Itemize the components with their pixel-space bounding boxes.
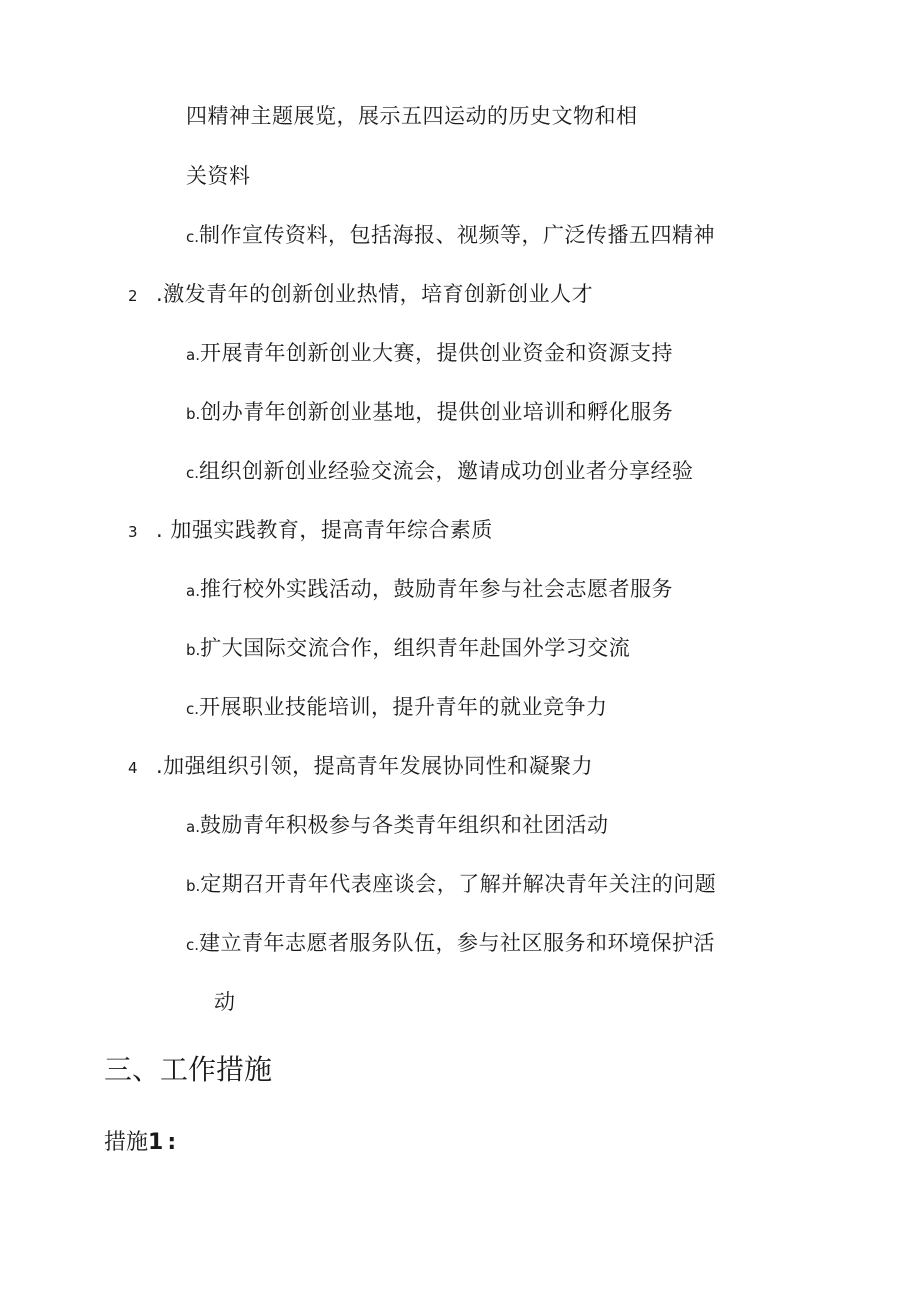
list-marker: c.	[186, 936, 200, 954]
section-heading: 三、工作措施	[104, 1054, 273, 1085]
item-number: 3	[128, 523, 139, 541]
list-item	[186, 693, 608, 723]
item-text: .加强组织引领，提高青年发展协同性和凝聚力	[156, 754, 594, 778]
list-marker: a.	[186, 582, 200, 600]
list-item	[186, 929, 715, 959]
list-text: 定期召开青年代表座谈会，了解并解决青年关注的问题	[200, 872, 717, 896]
list-text: 建立青年志愿者服务队伍，参与社区服务和环境保护活	[199, 931, 716, 955]
list-text: 开展青年创新创业大赛，提供创业资金和资源支持	[199, 341, 673, 365]
measure-label-text: 措施	[104, 1130, 149, 1155]
list-text: 开展职业技能培训，提升青年的就业竞争力	[199, 695, 608, 719]
list-item	[186, 221, 715, 251]
list-item	[186, 575, 673, 605]
list-marker: a.	[186, 346, 200, 364]
numbered-item	[128, 516, 493, 546]
list-item	[186, 870, 716, 900]
list-text: 关资料	[186, 164, 251, 188]
item-text: .激发青年的创新创业热情，培育创新创业人才	[156, 282, 594, 306]
measure-colon: :	[167, 1130, 177, 1155]
list-text: 制作宣传资料，包括海报、视频等，广泛传播五四精神	[199, 223, 716, 247]
list-text: 创办青年创新创业基地，提供创业培训和孵化服务	[200, 400, 674, 424]
list-text: 四精神主题展览，展示五四运动的历史文物和相	[186, 104, 638, 128]
list-item-continuation	[214, 988, 236, 1016]
list-marker: c.	[186, 700, 200, 718]
list-text: 动	[214, 990, 236, 1014]
list-item	[186, 457, 694, 487]
numbered-item	[128, 752, 593, 782]
list-item	[186, 339, 673, 369]
measure-number: 1	[148, 1130, 164, 1155]
list-marker: b.	[186, 405, 201, 423]
list-marker: b.	[186, 641, 201, 659]
list-item-continuation	[186, 102, 638, 130]
list-text: 扩大国际交流合作，组织青年赴国外学习交流	[200, 636, 631, 660]
list-item	[186, 811, 608, 841]
list-marker: c.	[186, 464, 200, 482]
list-item	[186, 634, 630, 664]
list-text: 组织创新创业经验交流会，邀请成功创业者分享经验	[199, 459, 694, 483]
numbered-item	[128, 280, 593, 310]
item-number: 2	[128, 287, 139, 305]
list-text: 鼓励青年积极参与各类青年组织和社团活动	[199, 813, 609, 837]
item-text: . 加强实践教育，提高青年综合素质	[156, 518, 493, 542]
list-marker: c.	[186, 228, 200, 246]
measure-label	[104, 1128, 176, 1158]
list-item	[186, 398, 673, 428]
item-number: 4	[128, 759, 139, 777]
list-text: 推行校外实践活动，鼓励青年参与社会志愿者服务	[199, 577, 673, 601]
list-marker: a.	[186, 818, 200, 836]
list-marker: b.	[186, 877, 201, 895]
list-item-continuation	[186, 162, 251, 190]
